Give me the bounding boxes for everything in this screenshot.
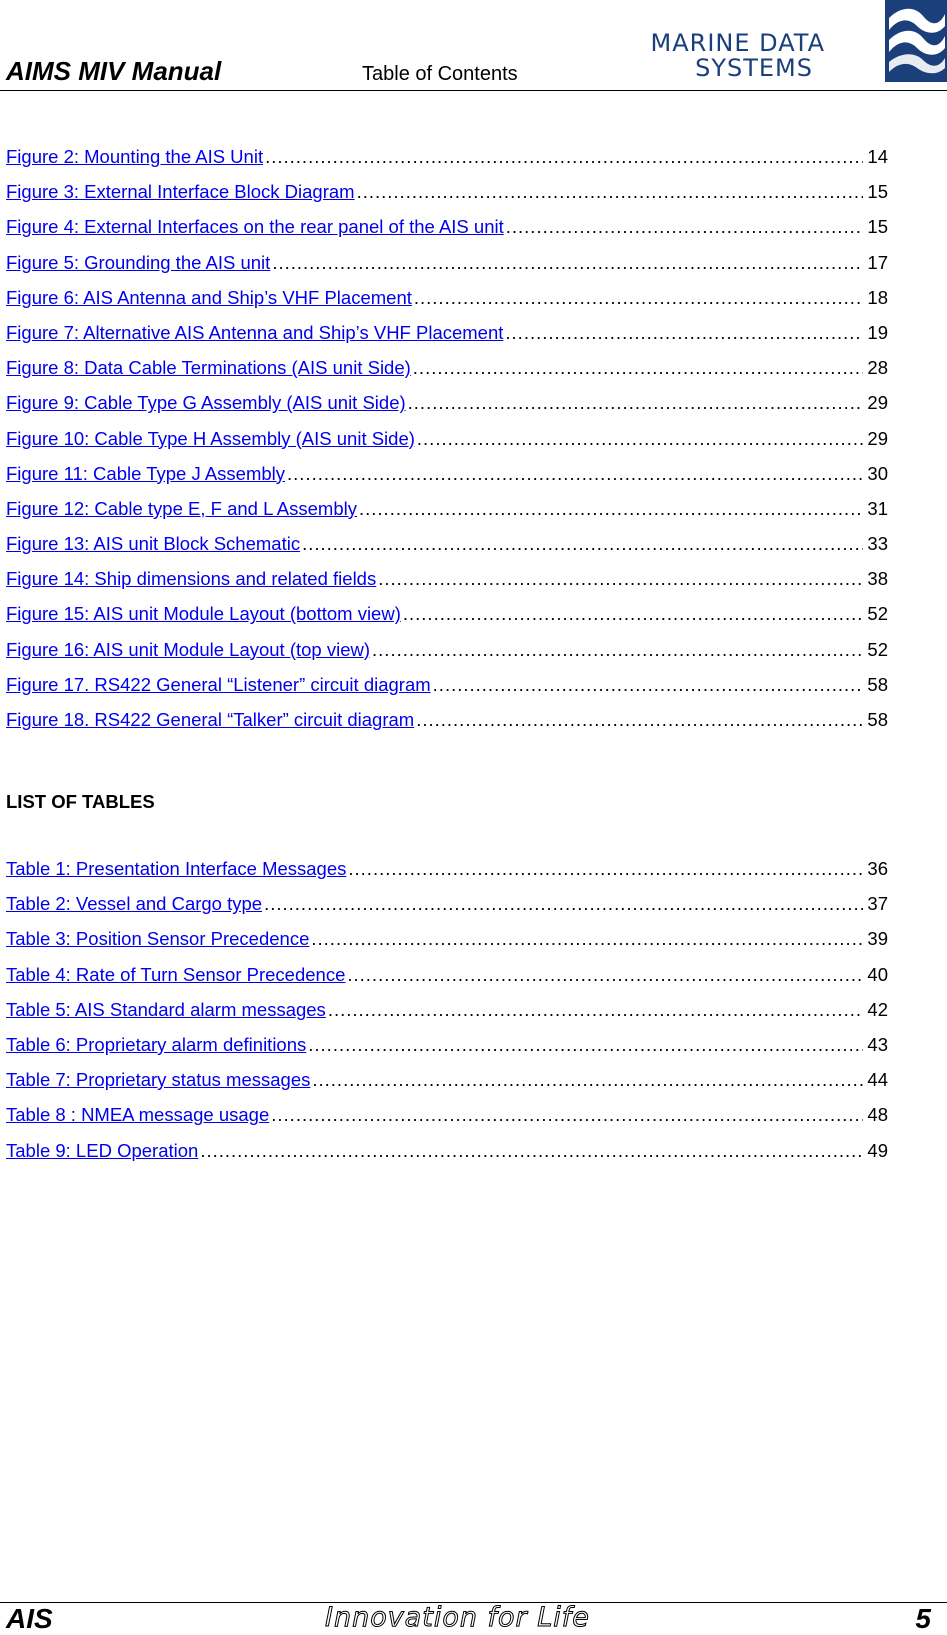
section-label: Table of Contents [362,63,518,85]
table-entry [6,928,888,963]
figure-entry-link[interactable]: Figure 13: AIS unit Block Schematic [6,533,301,555]
figure-entry-link[interactable]: Figure 10: Cable Type H Assembly (AIS unit Side) [6,427,415,449]
dot-leader [403,603,864,625]
figure-entry [6,146,888,181]
dot-leader [347,964,863,986]
figure-entry-page-number: 19 [867,321,888,343]
footer-tagline: Innovation for Life [325,1602,590,1633]
figure-entry-page-number: 28 [867,357,888,379]
figure-entry-link[interactable]: Figure 2: Mounting the AIS Unit [6,146,264,167]
table-entry [6,1104,888,1139]
table-entry [6,1069,888,1104]
dot-leader [312,1069,863,1091]
figure-entry [6,533,888,568]
page-number: 5 [915,1603,931,1634]
list-of-tables-heading: LIST OF TABLES [6,791,155,812]
logo-text-line2: SYSTEMS [695,54,813,82]
figures-toc-list [6,146,888,744]
figure-entry-page-number: 52 [867,638,888,660]
figure-entry-page-number: 58 [867,673,888,695]
table-entry-page-number: 36 [867,858,888,879]
table-entry-link[interactable]: Table 4: Rate of Turn Sensor Precedence [6,963,346,985]
figure-entry [6,709,888,744]
figure-entry-page-number: 52 [867,603,888,625]
dot-leader [506,216,864,238]
figure-entry [6,674,888,709]
figure-entry-page-number: 29 [867,427,888,449]
figure-entry-link[interactable]: Figure 7: Alternative AIS Antenna and Ship’s VHF Placement [6,321,504,343]
dot-leader [271,1104,863,1126]
figure-entry [6,181,888,216]
table-entry-page-number: 39 [867,928,888,950]
figure-entry-page-number: 17 [867,251,888,273]
figure-entry-page-number: 33 [867,533,888,555]
table-entry-link[interactable]: Table 1: Presentation Interface Messages [6,858,347,879]
figure-entry-page-number: 15 [867,216,888,238]
figure-entry [6,287,888,322]
dot-leader [265,146,863,168]
dot-leader [433,674,864,696]
table-entry [6,964,888,999]
table-entry-page-number: 42 [867,998,888,1020]
list-of-figures [6,146,888,744]
dot-leader [357,181,864,203]
figure-entry [6,428,888,463]
figure-entry-page-number: 14 [867,146,888,167]
figure-entry [6,252,888,287]
table-entry-page-number: 37 [867,893,888,915]
table-entry-link[interactable]: Table 7: Proprietary status messages [6,1069,311,1091]
table-entry-page-number: 43 [867,1033,888,1055]
figure-entry-link[interactable]: Figure 12: Cable type E, F and L Assembly [6,497,357,519]
company-logo [650,0,947,86]
figure-entry-link[interactable]: Figure 15: AIS unit Module Layout (bottom view) [6,603,401,625]
list-of-tables [6,858,888,1175]
tables-toc-list [6,858,888,1175]
table-entry-page-number: 40 [867,963,888,985]
dot-leader [272,252,863,274]
figure-entry-page-number: 58 [867,709,888,730]
figure-entry [6,603,888,638]
document-title: AIMS MIV Manual [6,56,222,86]
figure-entry-page-number: 18 [867,286,888,308]
table-entry [6,893,888,928]
figure-entry-link[interactable]: Figure 14: Ship dimensions and related fields [6,568,377,590]
figure-entry-link[interactable]: Figure 8: Data Cable Terminations (AIS unit Side) [6,357,411,379]
figure-entry [6,357,888,392]
logo-text-line1: MARINE DATA [650,29,825,57]
figure-entry-link[interactable]: Figure 17. RS422 General “Listener” circuit diagram [6,673,431,695]
figure-entry-link[interactable]: Figure 18. RS422 General “Talker” circuit diagram [6,709,415,730]
figure-entry-link[interactable]: Figure 5: Grounding the AIS unit [6,251,271,273]
table-entry-link[interactable]: Table 3: Position Sensor Precedence [6,928,310,950]
figure-entry [6,463,888,498]
wave-logo-icon [885,0,947,82]
table-entry-page-number: 49 [867,1139,888,1161]
table-entry-link[interactable]: Table 8 : NMEA message usage [6,1104,270,1126]
figure-entry-link[interactable]: Figure 4: External Interfaces on the rear panel of the AIS unit [6,216,504,238]
header-divider [0,90,947,91]
figure-entry [6,392,888,427]
figure-entry-link[interactable]: Figure 11: Cable Type J Assembly [6,462,286,484]
dot-leader [311,928,863,950]
figure-entry-link[interactable]: Figure 9: Cable Type G Assembly (AIS unit Side) [6,392,406,414]
dot-leader [505,322,863,344]
dot-leader [308,1034,863,1056]
figure-entry-page-number: 38 [867,568,888,590]
dot-leader [378,568,863,590]
table-entry [6,1140,888,1175]
figure-entry-page-number: 31 [867,497,888,519]
figure-entry [6,498,888,533]
table-entry-page-number: 48 [867,1104,888,1126]
figure-entry [6,322,888,357]
table-entry-link[interactable]: Table 6: Proprietary alarm definitions [6,1033,307,1055]
figure-entry-page-number: 29 [867,392,888,414]
dot-leader [417,428,864,450]
figure-entry [6,216,888,251]
table-entry [6,1034,888,1069]
table-entry-link[interactable]: Table 5: AIS Standard alarm messages [6,998,326,1020]
figure-entry-link[interactable]: Figure 16: AIS unit Module Layout (top view) [6,638,371,660]
dot-leader [359,498,863,520]
dot-leader [200,1140,863,1162]
dot-leader [328,999,864,1021]
dot-leader [372,639,863,661]
footer-product-name: AIS [6,1603,53,1634]
dot-leader [416,709,863,731]
table-entry [6,999,888,1034]
figure-entry-page-number: 15 [867,181,888,203]
dot-leader [413,357,864,379]
table-entry-link[interactable]: Table 2: Vessel and Cargo type [6,893,263,915]
dot-leader [414,287,864,309]
figure-entry-page-number: 30 [867,462,888,484]
figure-entry [6,568,888,603]
dot-leader [348,858,863,880]
table-entry-link[interactable]: Table 9: LED Operation [6,1139,199,1161]
dot-leader [408,392,864,414]
figure-entry-link[interactable]: Figure 3: External Interface Block Diagram [6,181,355,203]
figure-entry-link[interactable]: Figure 6: AIS Antenna and Ship’s VHF Placement [6,286,412,308]
table-entry-page-number: 44 [867,1069,888,1091]
page-header [0,0,947,92]
figure-entry [6,639,888,674]
dot-leader [302,533,863,555]
table-entry [6,858,888,893]
dot-leader [287,463,863,485]
dot-leader [264,893,863,915]
